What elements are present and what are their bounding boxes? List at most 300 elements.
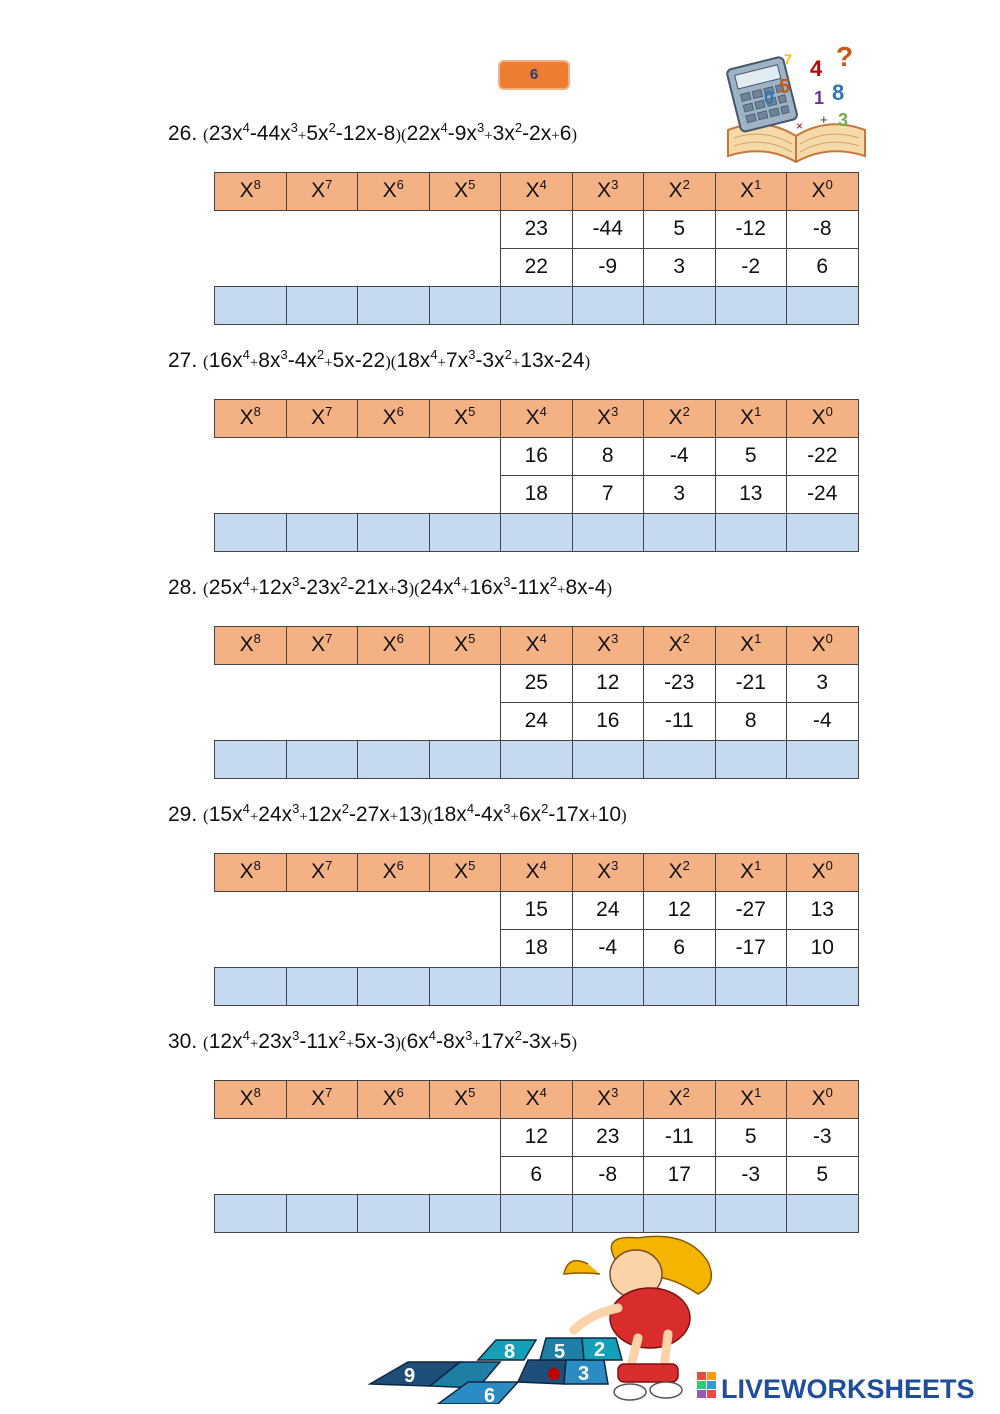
term: 6x <box>406 1030 429 1053</box>
coefficient-cell: 12 <box>643 891 716 930</box>
header-base: X <box>740 179 755 202</box>
header-base: X <box>454 633 469 656</box>
term: -12x-8 <box>335 122 396 145</box>
term: 6x <box>518 803 542 826</box>
header-exponent: 0 <box>825 404 833 419</box>
answer-input-cell[interactable] <box>214 967 287 1006</box>
header-exponent: 7 <box>325 177 333 192</box>
girl-hopscotch-illustration <box>368 1234 718 1404</box>
answer-input-cell[interactable] <box>572 967 645 1006</box>
term: -21x <box>347 576 389 599</box>
header-base: X <box>740 860 755 883</box>
operator: + <box>299 809 308 825</box>
column-header <box>357 853 430 892</box>
parenthesis: ) <box>621 806 627 825</box>
coefficient-cell: -27 <box>715 891 788 930</box>
header-base: X <box>239 633 254 656</box>
column-header <box>429 399 502 438</box>
header-base: X <box>597 633 612 656</box>
column-header <box>715 626 788 665</box>
header-exponent: 3 <box>611 631 619 646</box>
header-base: X <box>454 1087 469 1110</box>
answer-input-cell[interactable] <box>286 1194 359 1233</box>
header-exponent: 7 <box>325 858 333 873</box>
liveworksheets-logo <box>697 1372 975 1406</box>
exponent: 3 <box>465 1028 473 1043</box>
column-header <box>214 1080 287 1119</box>
parenthesis: ( <box>203 352 209 371</box>
term: -27x <box>348 803 390 826</box>
header-base: X <box>525 179 540 202</box>
term: -23x <box>299 576 341 599</box>
answer-input-cell[interactable] <box>500 740 573 779</box>
answer-input-cell[interactable] <box>429 740 502 779</box>
coefficient-cell: 5 <box>643 210 716 249</box>
column-header <box>572 1080 645 1119</box>
column-header <box>786 172 859 211</box>
parenthesis: )( <box>385 352 397 371</box>
header-base: X <box>811 860 826 883</box>
coefficient-table <box>214 626 858 780</box>
header-base: X <box>811 1087 826 1110</box>
answer-input-cell[interactable] <box>500 513 573 552</box>
term: 7x <box>446 349 469 372</box>
calculator-digit: 8 <box>832 80 845 105</box>
plus-symbol: + <box>820 112 828 127</box>
coefficient-cell: -23 <box>643 664 716 703</box>
coefficient-cell: 16 <box>500 437 573 476</box>
parenthesis: ( <box>203 1033 209 1052</box>
answer-input-cell[interactable] <box>786 967 859 1006</box>
coefficient-cell: 16 <box>572 702 645 741</box>
header-base: X <box>740 406 755 429</box>
answer-input-cell[interactable] <box>357 1194 430 1233</box>
operator: + <box>460 582 470 598</box>
answer-input-cell[interactable] <box>286 286 359 325</box>
exponent: 2 <box>341 801 349 816</box>
calculator-digit: ? <box>836 41 854 72</box>
header-exponent: 3 <box>611 858 619 873</box>
answer-input-cell[interactable] <box>786 1194 859 1233</box>
term: 23x <box>258 1030 293 1053</box>
parenthesis: ) <box>584 352 591 371</box>
term: 5 <box>559 1030 572 1053</box>
exponent: 2 <box>340 574 348 589</box>
coefficient-cell: -4 <box>643 437 716 476</box>
answer-input-cell[interactable] <box>643 740 716 779</box>
column-header <box>357 626 430 665</box>
exponent: 4 <box>242 1028 250 1043</box>
exponent: 3 <box>280 347 288 362</box>
exponent: 4 <box>428 1028 436 1043</box>
exponent: 3 <box>292 1028 300 1043</box>
column-header <box>715 172 788 211</box>
exponent: 2 <box>504 347 512 362</box>
parenthesis: )( <box>395 125 407 144</box>
operator: + <box>249 582 259 598</box>
coefficient-cell: -17 <box>715 929 788 968</box>
column-header <box>643 626 716 665</box>
answer-input-cell[interactable] <box>643 513 716 552</box>
coefficient-cell: 10 <box>786 929 859 968</box>
parenthesis: ) <box>571 125 578 144</box>
coefficient-cell: 12 <box>572 664 645 703</box>
hopscotch-digit: 6 <box>484 1385 496 1404</box>
column-header <box>214 853 287 892</box>
header-base: X <box>811 633 826 656</box>
header-base: X <box>239 1087 254 1110</box>
term: 16x <box>469 576 504 599</box>
term: 15x <box>208 803 243 826</box>
problem-27 <box>0 349 1000 575</box>
operator: + <box>345 1036 355 1052</box>
column-header <box>715 1080 788 1119</box>
term: -44x <box>249 122 291 145</box>
liveworksheets-mark-icon <box>697 1372 717 1406</box>
header-exponent: 5 <box>468 1085 476 1100</box>
header-exponent: 1 <box>754 858 762 873</box>
coefficient-cell: -8 <box>572 1156 645 1195</box>
answer-input-cell[interactable] <box>643 286 716 325</box>
answer-input-cell[interactable] <box>357 740 430 779</box>
term: 18x <box>432 803 467 826</box>
header-exponent: 4 <box>539 1085 547 1100</box>
column-header <box>286 399 359 438</box>
term: -2x <box>522 122 552 145</box>
answer-input-cell[interactable] <box>572 286 645 325</box>
header-base: X <box>239 860 254 883</box>
answer-input-cell[interactable] <box>286 967 359 1006</box>
answer-input-cell[interactable] <box>786 286 859 325</box>
coefficient-cell: 5 <box>715 1118 788 1157</box>
answer-input-cell[interactable] <box>715 1194 788 1233</box>
coefficient-cell: -24 <box>786 475 859 514</box>
column-header <box>286 853 359 892</box>
header-base: X <box>311 633 326 656</box>
header-base: X <box>382 179 397 202</box>
exponent: 3 <box>292 574 300 589</box>
multiply-symbol: × <box>796 119 804 133</box>
coefficient-cell: 18 <box>500 475 573 514</box>
operator: + <box>324 355 333 371</box>
header-base: X <box>525 1087 540 1110</box>
term: 13 <box>398 803 422 826</box>
header-base: X <box>525 860 540 883</box>
column-header <box>500 626 573 665</box>
header-exponent: 2 <box>682 404 690 419</box>
answer-input-cell[interactable] <box>715 967 788 1006</box>
term: -3x <box>521 1030 552 1053</box>
answer-input-cell[interactable] <box>429 967 502 1006</box>
exponent: 2 <box>316 347 325 362</box>
answer-input-cell[interactable] <box>715 286 788 325</box>
exponent: 2 <box>338 1028 346 1043</box>
header-exponent: 7 <box>325 1085 333 1100</box>
header-exponent: 3 <box>611 1085 619 1100</box>
exponent: 3 <box>292 801 300 816</box>
coefficient-cell: -21 <box>715 664 788 703</box>
coefficient-cell: 18 <box>500 929 573 968</box>
coefficient-cell: 5 <box>715 437 788 476</box>
coefficient-cell: -3 <box>715 1156 788 1195</box>
term: 5x-3 <box>354 1030 396 1053</box>
term: 16x <box>208 349 243 372</box>
problem-number: 29. <box>168 803 198 826</box>
answer-input-cell[interactable] <box>786 513 859 552</box>
header-base: X <box>311 406 326 429</box>
coefficient-cell: -12 <box>715 210 788 249</box>
term: 5x-22 <box>332 349 386 372</box>
answer-input-cell[interactable] <box>572 1194 645 1233</box>
column-header <box>786 399 859 438</box>
column-header <box>357 1080 430 1119</box>
column-header <box>643 853 716 892</box>
term: 13x-24 <box>520 349 585 372</box>
exponent: 4 <box>466 801 475 816</box>
header-exponent: 4 <box>539 404 547 419</box>
header-exponent: 1 <box>754 1085 762 1100</box>
header-base: X <box>382 406 397 429</box>
column-header <box>429 626 502 665</box>
coefficient-cell: -44 <box>572 210 645 249</box>
operator: + <box>472 1036 481 1052</box>
coefficient-cell: 23 <box>500 210 573 249</box>
calculator-digit: 5 <box>779 76 791 98</box>
calculator-digit: 1 <box>814 88 825 108</box>
answer-input-cell[interactable] <box>429 1194 502 1233</box>
header-base: X <box>668 1087 683 1110</box>
term: -4x <box>474 803 504 826</box>
term: 17x <box>480 1030 515 1053</box>
hopscotch-digit: 5 <box>554 1341 566 1363</box>
answer-input-cell[interactable] <box>214 513 287 552</box>
column-header <box>572 172 645 211</box>
column-header <box>572 853 645 892</box>
header-exponent: 2 <box>682 858 690 873</box>
answer-input-cell[interactable] <box>572 513 645 552</box>
answer-input-cell[interactable] <box>214 740 287 779</box>
header-exponent: 4 <box>539 858 547 873</box>
parenthesis: ) <box>571 1033 577 1052</box>
term: 24x <box>419 576 454 599</box>
answer-input-cell[interactable] <box>572 740 645 779</box>
coefficient-cell: -4 <box>786 702 859 741</box>
answer-input-cell[interactable] <box>214 1194 287 1233</box>
answer-input-cell[interactable] <box>715 513 788 552</box>
answer-input-cell[interactable] <box>429 286 502 325</box>
exponent: 4 <box>242 347 250 362</box>
term: -17x <box>548 803 590 826</box>
coefficient-cell: 13 <box>715 475 788 514</box>
exponent: 2 <box>514 1028 522 1043</box>
coefficient-table <box>214 1080 858 1234</box>
header-exponent: 0 <box>825 631 833 646</box>
coefficient-cell: 8 <box>572 437 645 476</box>
header-base: X <box>454 179 469 202</box>
header-base: X <box>311 1087 326 1110</box>
header-exponent: 0 <box>825 177 833 192</box>
header-base: X <box>597 860 612 883</box>
term: -11x <box>299 1030 339 1053</box>
column-header <box>357 172 430 211</box>
header-exponent: 5 <box>468 404 476 419</box>
column-header <box>572 626 645 665</box>
exponent: 3 <box>503 801 511 816</box>
exponent: 2 <box>514 120 523 135</box>
column-header <box>500 399 573 438</box>
coefficient-cell: 23 <box>572 1118 645 1157</box>
exponent: 3 <box>476 120 485 135</box>
header-exponent: 1 <box>754 631 762 646</box>
coefficient-cell: 6 <box>643 929 716 968</box>
parenthesis: )( <box>408 579 420 598</box>
answer-input-cell[interactable] <box>786 740 859 779</box>
parenthesis: )( <box>421 806 433 825</box>
coefficient-cell: 24 <box>572 891 645 930</box>
answer-input-cell[interactable] <box>500 1194 573 1233</box>
column-header <box>286 1080 359 1119</box>
problem-number: 30. <box>168 1030 198 1053</box>
parenthesis: )( <box>395 1033 407 1052</box>
parenthesis: ( <box>203 806 209 825</box>
exponent: 2 <box>541 801 549 816</box>
term: 10 <box>597 803 622 826</box>
answer-input-cell[interactable] <box>357 967 430 1006</box>
coefficient-cell: 3 <box>643 248 716 287</box>
hopscotch-digit: 8 <box>504 1341 516 1363</box>
coefficient-cell: 6 <box>500 1156 573 1195</box>
header-exponent: 6 <box>396 404 404 419</box>
term: 22x <box>406 122 441 145</box>
column-header <box>500 1080 573 1119</box>
coefficient-cell: 15 <box>500 891 573 930</box>
term: 8x <box>258 349 281 372</box>
answer-input-cell[interactable] <box>715 740 788 779</box>
header-base: X <box>668 406 683 429</box>
column-header <box>429 172 502 211</box>
problem-number: 28. <box>168 576 198 599</box>
operator: + <box>510 809 519 825</box>
answer-input-cell[interactable] <box>429 513 502 552</box>
hopscotch-digit: 9 <box>404 1365 416 1387</box>
coefficient-cell: -4 <box>572 929 645 968</box>
problem-number: 26. <box>168 122 198 145</box>
answer-input-cell[interactable] <box>357 513 430 552</box>
header-base: X <box>597 406 612 429</box>
coefficient-cell: 24 <box>500 702 573 741</box>
problem-equation <box>168 803 627 827</box>
answer-input-cell[interactable] <box>643 1194 716 1233</box>
term: 3 <box>396 576 409 599</box>
column-header <box>429 1080 502 1119</box>
coefficient-cell: 22 <box>500 248 573 287</box>
coefficient-cell: 13 <box>786 891 859 930</box>
coefficient-cell: 3 <box>643 475 716 514</box>
problem-26 <box>0 122 1000 348</box>
header-base: X <box>382 1087 397 1110</box>
coefficient-cell: 5 <box>786 1156 859 1195</box>
column-header <box>786 1080 859 1119</box>
answer-input-cell[interactable] <box>643 967 716 1006</box>
header-exponent: 4 <box>539 631 547 646</box>
exponent: 2 <box>328 120 336 135</box>
operator: + <box>551 1036 560 1052</box>
term: 23x <box>208 122 243 145</box>
answer-input-cell[interactable] <box>286 740 359 779</box>
calculator-digit: 4 <box>810 56 823 81</box>
coefficient-cell: 7 <box>572 475 645 514</box>
header-base: X <box>597 179 612 202</box>
exponent: 3 <box>468 347 476 362</box>
answer-input-cell[interactable] <box>214 286 287 325</box>
column-header <box>500 853 573 892</box>
exponent: 3 <box>503 574 511 589</box>
coefficient-cell: 17 <box>643 1156 716 1195</box>
term: 12x <box>307 803 342 826</box>
header-base: X <box>668 179 683 202</box>
term: 25x <box>208 576 243 599</box>
header-exponent: 5 <box>468 858 476 873</box>
answer-input-cell[interactable] <box>357 286 430 325</box>
exponent: 4 <box>242 120 250 135</box>
operator: + <box>437 355 447 371</box>
header-exponent: 8 <box>253 631 261 646</box>
header-exponent: 2 <box>682 631 690 646</box>
hopscotch-digit: 3 <box>578 1363 590 1385</box>
term: -11x <box>510 576 550 599</box>
header-base: X <box>311 179 326 202</box>
operator: + <box>484 128 493 144</box>
header-exponent: 7 <box>325 631 333 646</box>
header-exponent: 8 <box>253 404 261 419</box>
hopscotch-board <box>370 1338 622 1404</box>
header-exponent: 6 <box>396 858 404 873</box>
answer-input-cell[interactable] <box>500 286 573 325</box>
coefficient-cell: 12 <box>500 1118 573 1157</box>
column-header <box>214 626 287 665</box>
answer-input-cell[interactable] <box>500 967 573 1006</box>
exponent: 4 <box>242 574 250 589</box>
term: -4x <box>287 349 317 372</box>
header-base: X <box>740 1087 755 1110</box>
brand-text: LIVEWORKSHEETS <box>721 1373 975 1404</box>
column-header <box>572 399 645 438</box>
page-number-badge: 6 <box>498 60 570 90</box>
column-header <box>357 399 430 438</box>
header-exponent: 1 <box>754 404 762 419</box>
exponent: 4 <box>440 120 448 135</box>
calculator-digit: 7 <box>784 51 792 67</box>
coefficient-table <box>214 399 858 553</box>
column-header <box>715 853 788 892</box>
parenthesis: ) <box>606 579 612 598</box>
column-header <box>429 853 502 892</box>
term: 12x <box>258 576 293 599</box>
operator: + <box>557 582 566 598</box>
term: -3x <box>475 349 505 372</box>
coefficient-cell: -8 <box>786 210 859 249</box>
problem-29 <box>0 803 1000 1029</box>
term: 3x <box>492 122 515 145</box>
answer-input-cell[interactable] <box>286 513 359 552</box>
exponent: 2 <box>549 574 557 589</box>
calculator-digit: 3 <box>838 110 849 130</box>
term: 12x <box>208 1030 243 1053</box>
coefficient-table <box>214 172 858 326</box>
coefficient-table <box>214 853 858 1007</box>
exponent: 4 <box>242 801 250 816</box>
column-header <box>286 626 359 665</box>
